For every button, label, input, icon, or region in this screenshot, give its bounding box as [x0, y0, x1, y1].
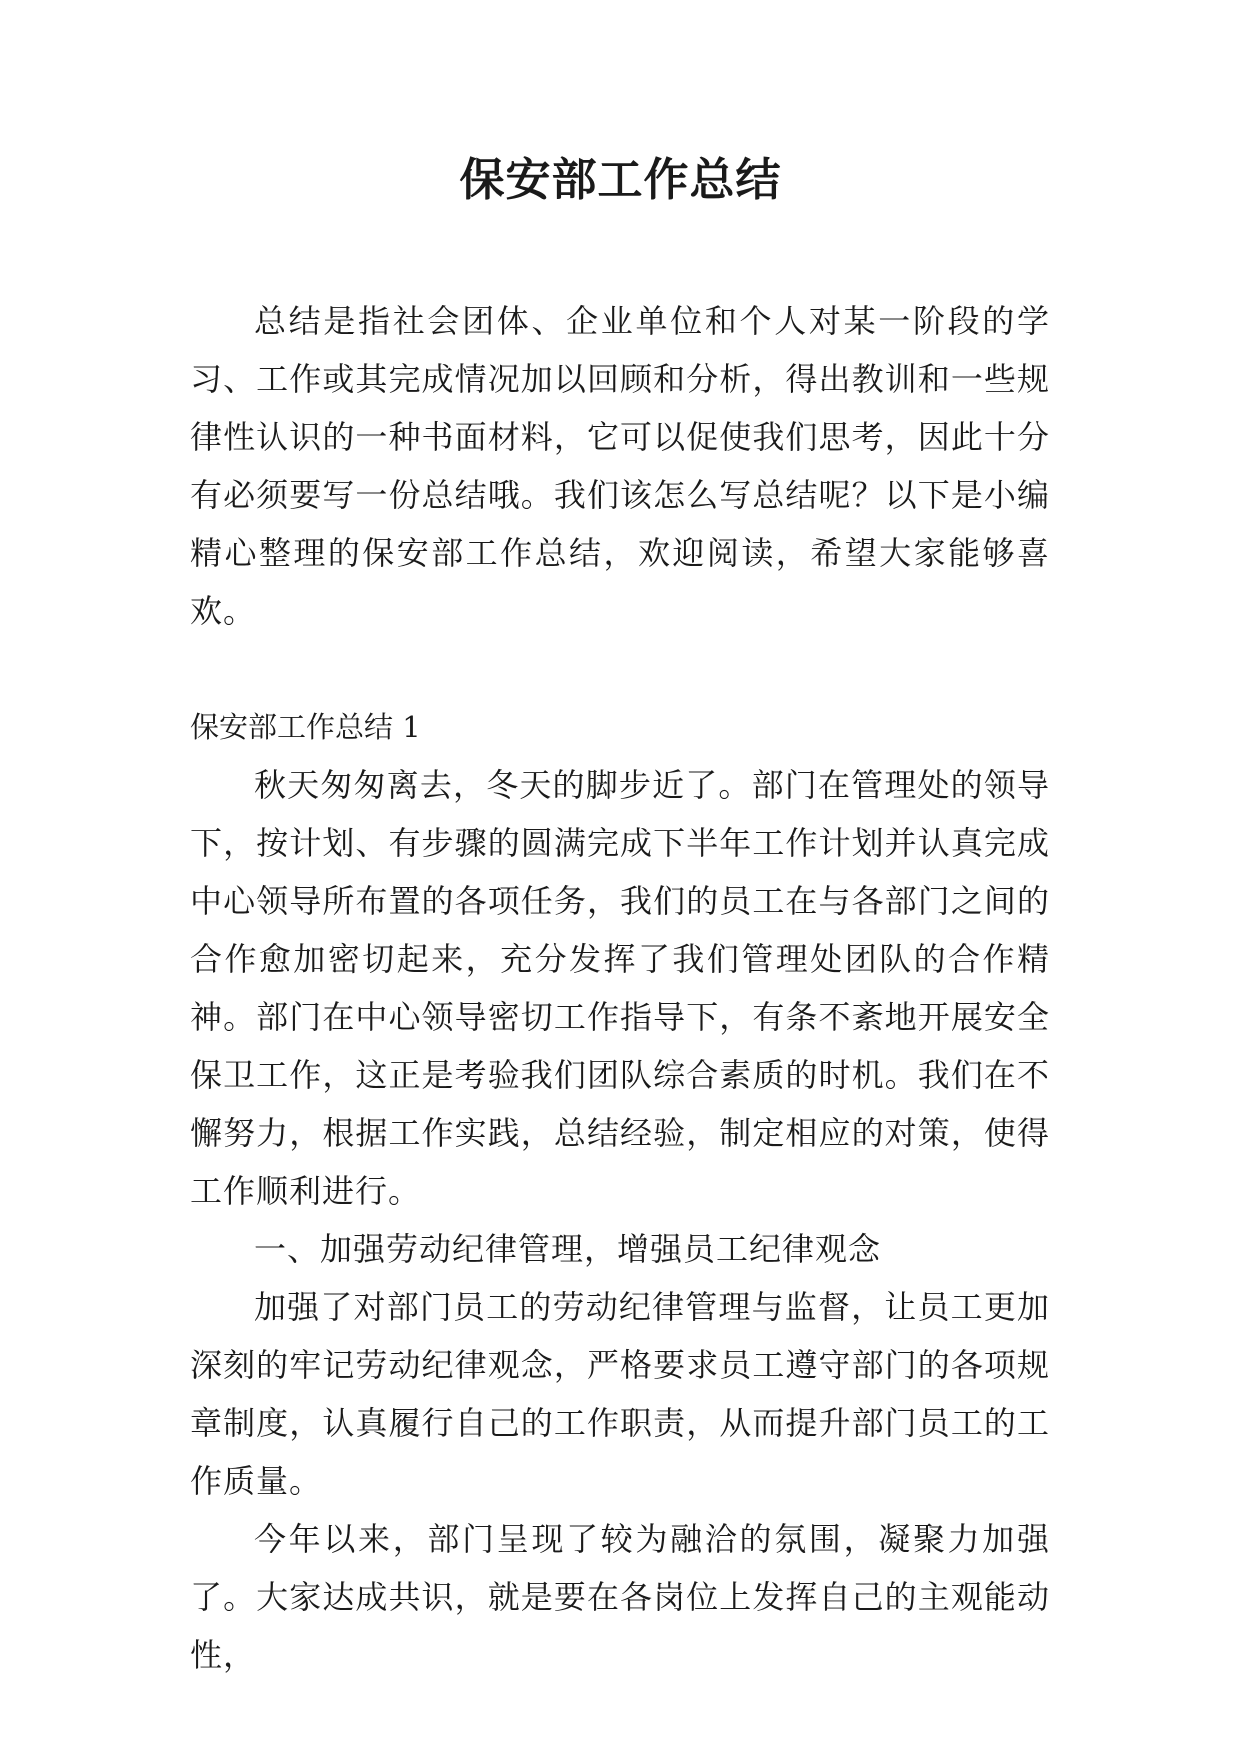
- subheading-1: 一、加强劳动纪律管理，增强员工纪律观念: [254, 1230, 882, 1268]
- section-title: 保安部工作总结 1: [190, 710, 421, 744]
- spacer: [190, 640, 1050, 698]
- body-paragraph-2: 加强了对部门员工的劳动纪律管理与监督，让员工更加深刻的牢记劳动纪律观念，严格要求员工遵守部门的各项规章制度，认真履行自己的工作职责，从而提升部门员工的工作质量。: [190, 1288, 1050, 1500]
- intro-paragraph: 总结是指社会团体、企业单位和个人对某一阶段的学习、工作或其完成情况加以回顾和分析，得出教训和一些规律性认识的一种书面材料，它可以促使我们思考，因此十分有必须要写一份总结哦。我们该怎么写总结呢？以下是小编精心整理的保安部工作总结，欢迎阅读，希望大家能够喜欢。: [190, 302, 1050, 630]
- document-title: 保安部工作总结: [459, 153, 782, 206]
- body-paragraph-1: 秋天匆匆离去，冬天的脚步近了。部门在管理处的领导下，按计划、有步骤的圆满完成下半年工作计划并认真完成中心领导所布置的各项任务，我们的员工在与各部门之间的合作愈加密切起来，充分发挥了我们管理处团队的合作精神。部门在中心领导密切工作指导下，有条不紊地开展安全保卫工作，这正是考验我们团队综合素质的时机。我们在不懈努力，根据工作实践，总结经验，制定相应的对策，使得工作顺利进行。: [190, 766, 1050, 1210]
- document-body: [190, 292, 1050, 1684]
- body-paragraph-3: 今年以来，部门呈现了较为融洽的氛围，凝聚力加强了。大家达成共识，就是要在各岗位上发挥自己的主观能动性，: [190, 1520, 1050, 1674]
